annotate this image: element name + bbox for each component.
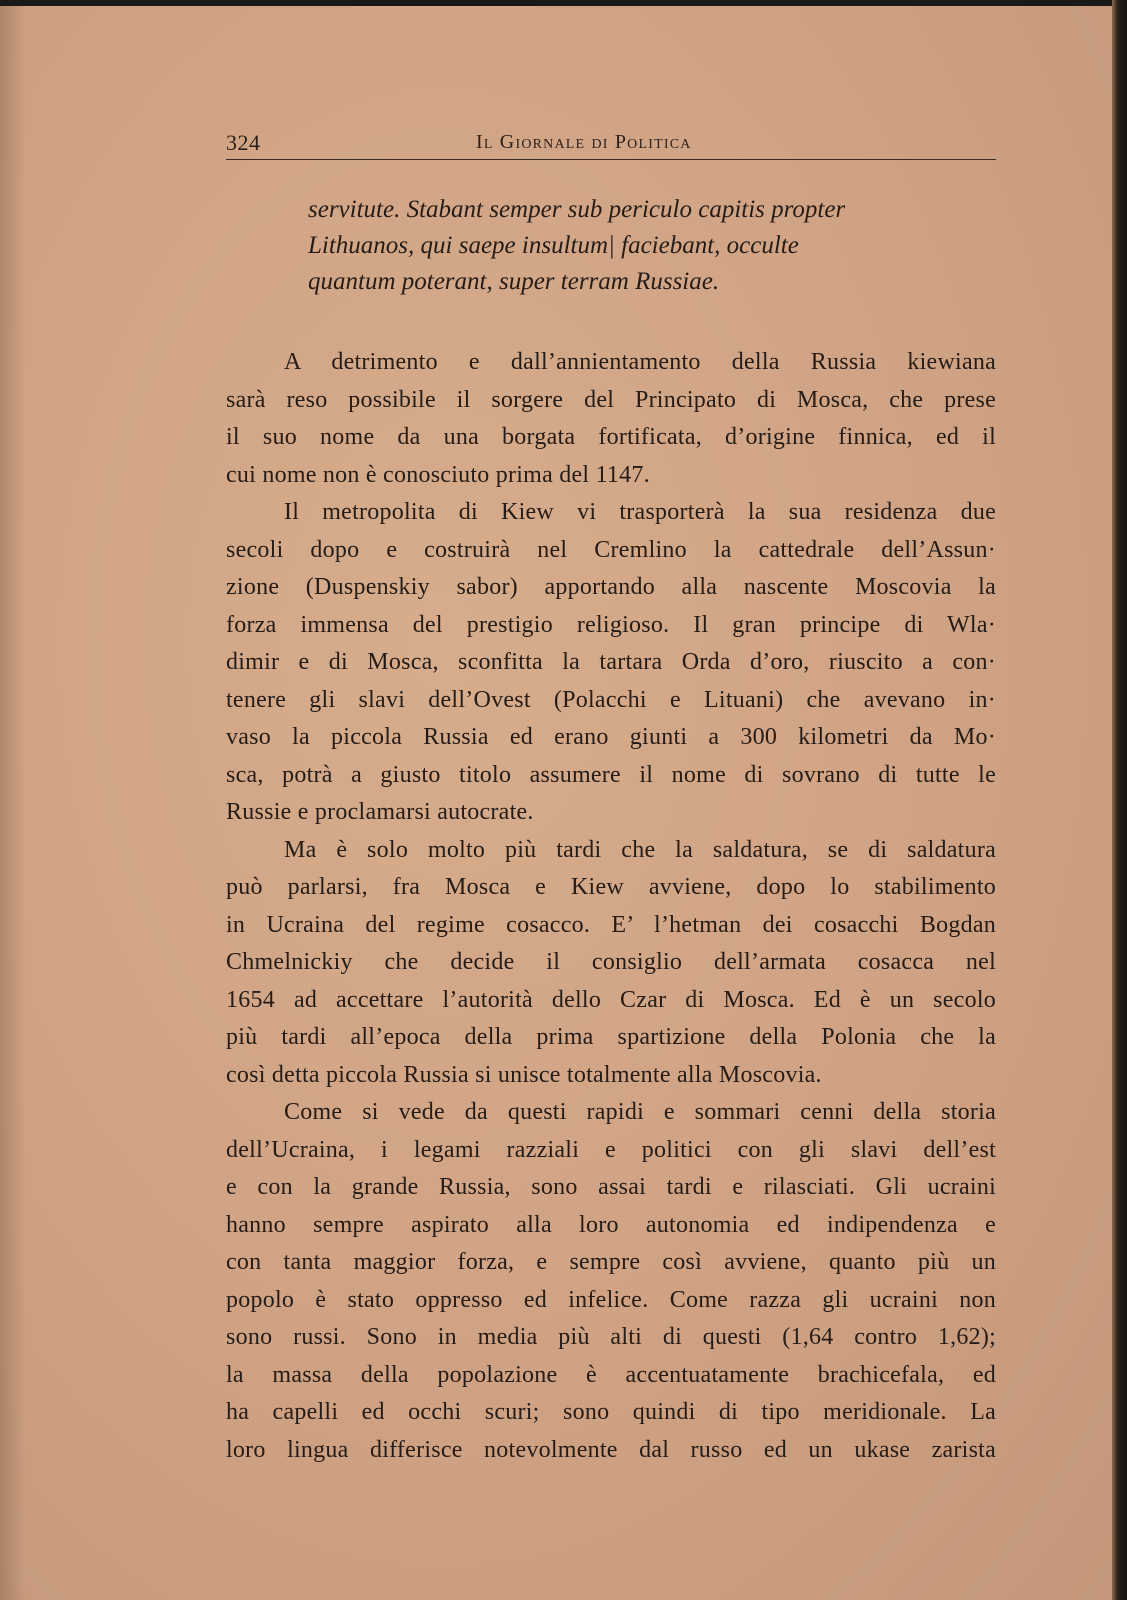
text-line: più tardi all’epoca della prima spartizione della Polonia che la [226, 1024, 996, 1050]
text-line: così detta piccola Russia si unisce totalmente alla Moscovia. [226, 1061, 822, 1088]
running-title: Il Giornale di Politica [476, 131, 692, 153]
page-number: 324 [226, 130, 261, 155]
text-line: dell’Ucraina, i legami razziali e politici con gli slavi dell’est [226, 1136, 996, 1163]
text-line: hanno sempre aspirato alla loro autonomia ed indipendenza e [226, 1211, 996, 1238]
quote-line: Lithuanos, qui saepe insultum| faciebant, occulte [308, 232, 799, 259]
latin-quote [226, 192, 996, 300]
text-line: loro lingua differisce notevolmente dal russo ed un ukase zarista [226, 1436, 996, 1463]
text-line: zione (Duspenskiy sabor) apportando alla nascente Moscovia la [226, 574, 996, 600]
text-line: ha capelli ed occhi scuri; sono quindi di tipo meridionale. La [226, 1399, 996, 1425]
text-line: popolo è stato oppresso ed infelice. Come razza gli ucraini non [226, 1286, 996, 1313]
header-rule [226, 159, 996, 160]
paragraph-ukraine-autonomy [226, 1094, 996, 1469]
paragraph-metropolitan [226, 494, 996, 832]
text-line: forza immensa del prestigio religioso. Il gran principe di Wla· [226, 611, 996, 638]
text-line: la massa della popolazione è accentuatamente brachicefala, ed [226, 1361, 996, 1388]
text-line: e con la grande Russia, sono assai tardi e rilasciati. Gli ucraini [226, 1174, 996, 1200]
text-line: sono russi. Sono in media più alti di questi (1,64 contro 1,62); [226, 1324, 996, 1350]
text-line: con tanta maggior forza, e sempre così avviene, quanto più un [226, 1249, 996, 1275]
paragraph-moscow-origin [226, 344, 996, 494]
paragraph-cossack-regime [226, 832, 996, 1095]
text-line: Come si vede da questi rapidi e sommari cenni della storia [284, 1099, 996, 1125]
quote-line: servitute. Stabant semper sub periculo capitis propter [308, 196, 846, 223]
text-line: cui nome non è conosciuto prima del 1147. [226, 461, 650, 488]
text-line: Ma è solo molto più tardi che la saldatura, se di saldatura [284, 836, 996, 863]
text-line: secoli dopo e costruirà nel Cremlino la cattedrale dell’Assun· [226, 536, 996, 563]
book-page [0, 6, 1112, 1600]
quote-line: quantum poterant, super terram Russiae. [308, 268, 720, 295]
text-line: sarà reso possibile il sorgere del Principato di Mosca, che prese [226, 386, 996, 413]
text-line: sca, potrà a giusto titolo assumere il nome di sovrano di tutte le [226, 761, 996, 788]
book-spine-shadow [1112, 0, 1127, 1600]
text-line: in Ucraina del regime cosacco. E’ l’hetman dei cosacchi Bogdan [226, 911, 996, 938]
text-line: 1654 ad accettare l’autorità dello Czar di Mosca. Ed è un secolo [226, 986, 996, 1013]
text-line: il suo nome da una borgata fortificata, d’origine finnica, ed il [226, 424, 996, 450]
text-line: Chmelnickiy che decide il consiglio dell’armata cosacca nel [226, 949, 996, 975]
text-line: Russie e proclamarsi autocrate. [226, 799, 534, 825]
page-body [226, 192, 996, 1469]
text-line: vaso la piccola Russia ed erano giunti a 300 kilometri da Mo· [226, 724, 996, 750]
page-header [226, 130, 996, 160]
text-line: può parlarsi, fra Mosca e Kiew avviene, dopo lo stabilimento [226, 874, 996, 900]
text-line: A detrimento e dall’annientamento della Russia kiewiana [284, 349, 996, 375]
text-line: tenere gli slavi dell’Ovest (Polacchi e Lituani) che avevano in· [226, 686, 996, 713]
text-line: dimir e di Mosca, sconfitta la tartara Orda d’oro, riuscito a con· [226, 649, 996, 675]
text-line: Il metropolita di Kiew vi trasporterà la sua residenza due [284, 499, 996, 525]
